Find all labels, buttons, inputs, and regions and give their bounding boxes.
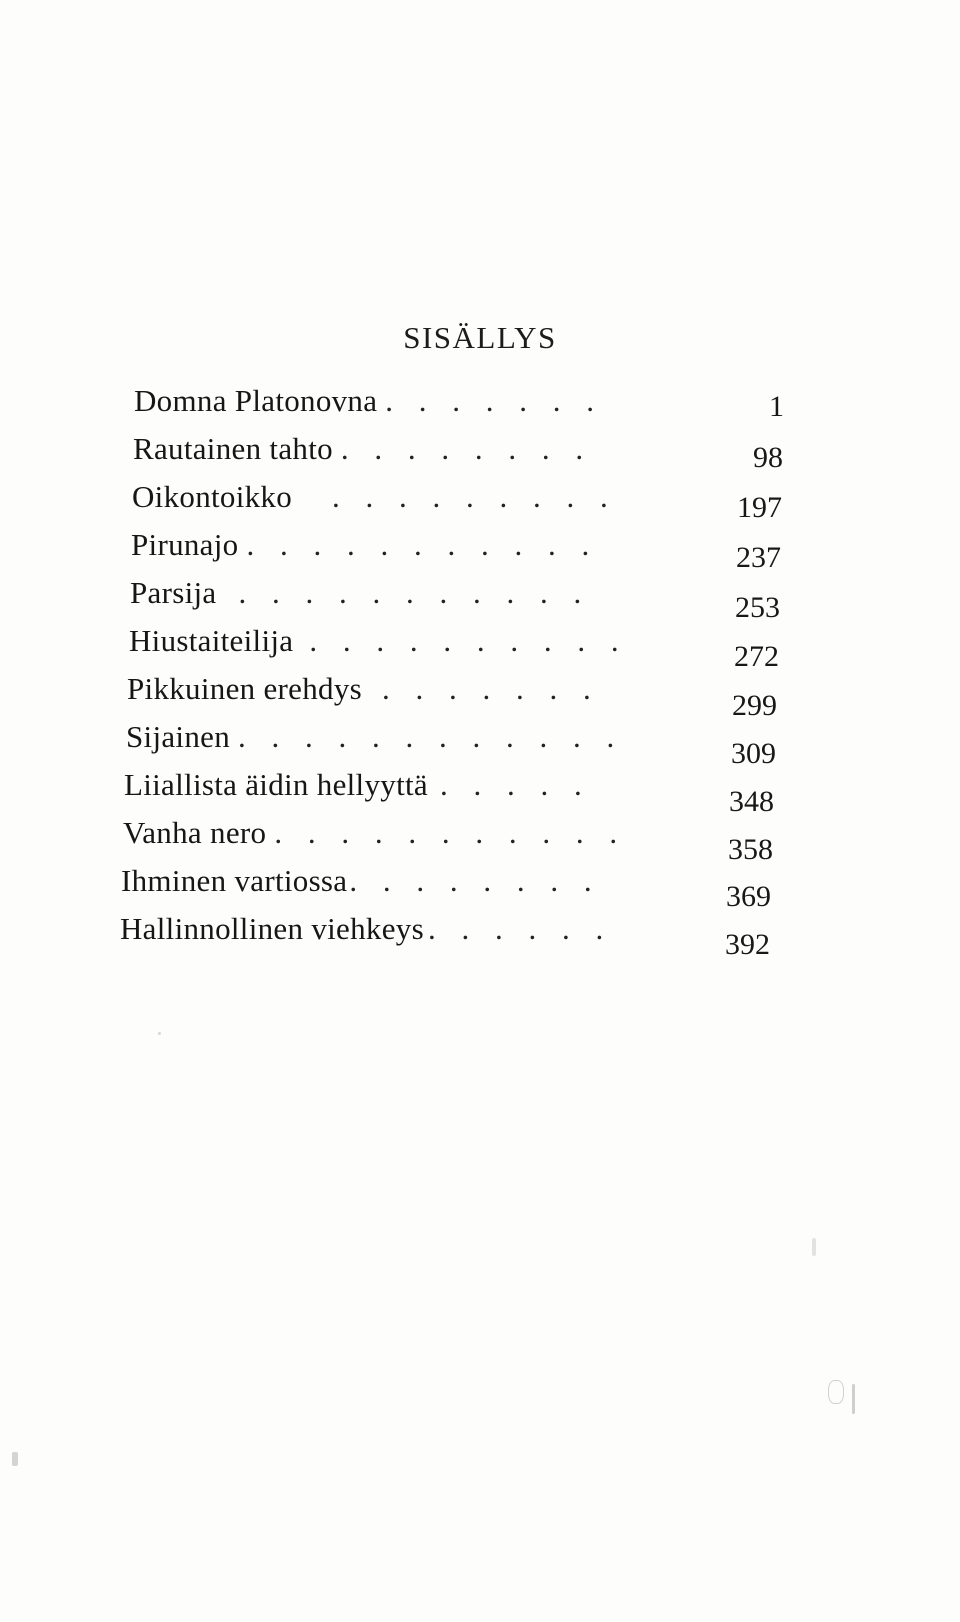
toc-entry [132, 474, 782, 524]
toc-entry-title: Vanha nero [123, 815, 267, 850]
toc-entry-title: Liiallista äidin hellyyttä [124, 767, 428, 802]
toc-entry-title: Hiustaiteilija [129, 623, 294, 658]
paper-speck [12, 1452, 18, 1466]
toc-leader-dots: . . . . . . . . [349, 863, 601, 898]
toc-entry-page: 369 [726, 880, 771, 913]
toc-entry-page: 299 [732, 689, 777, 722]
toc-entry-page: 358 [728, 833, 773, 866]
toc-entry-page: 253 [735, 591, 780, 624]
toc-entry [123, 810, 773, 866]
toc-entry [133, 426, 783, 474]
toc-entry-title: Rautainen tahto [133, 431, 333, 466]
toc-entry [126, 714, 776, 770]
toc-entry [134, 378, 784, 424]
toc-entry-title: Hallinnollinen viehkeys [120, 911, 424, 946]
toc-entry-page: 392 [725, 928, 770, 961]
toc-leader-dots: . . . . . . . . . . . [274, 815, 627, 850]
toc-entry-page: 309 [731, 737, 776, 770]
paper-speck [852, 1384, 855, 1414]
toc-entry-title: Pirunajo [131, 527, 239, 562]
toc-entry [131, 522, 781, 574]
toc-entry [130, 570, 780, 624]
toc-entry-title: Parsija [130, 575, 217, 610]
toc-entry-page: 348 [729, 785, 774, 818]
paper-speck [828, 1380, 844, 1404]
toc-entry [129, 618, 779, 673]
toc-entry [120, 906, 770, 961]
toc-entry-page: 197 [737, 491, 782, 524]
toc-entry-page: 1 [769, 390, 784, 423]
paper-speck [158, 1032, 161, 1035]
toc-entry-page: 98 [753, 441, 783, 474]
toc-leader-dots: . . . . . . . [385, 383, 604, 418]
page-title-text: SISÄLLYS [403, 320, 557, 355]
toc-leader-dots: . . . . . . [427, 911, 613, 946]
toc-leader-dots: . . . . . . . . [340, 431, 593, 466]
paper-speck [812, 1238, 816, 1256]
toc-leader-dots: . . . . . . . . . . . [246, 527, 599, 562]
toc-leader-dots: . . . . . [439, 767, 591, 802]
toc-entry [127, 666, 777, 722]
toc-entry-title: Sijainen [126, 719, 230, 754]
toc-entry [121, 858, 771, 913]
toc-entry [124, 762, 774, 818]
toc-leader-dots: . . . . . . . . . . [309, 623, 628, 658]
toc-entry-title: Domna Platonovna [134, 383, 378, 418]
toc-leader-dots: . . . . . . . . . . . . [238, 719, 624, 754]
toc-entry-page: 272 [734, 640, 779, 673]
toc-entry-page: 237 [736, 541, 781, 574]
toc-leader-dots: . . . . . . . . . [332, 479, 617, 514]
toc-entry-title: Pikkuinen erehdys [127, 671, 362, 706]
toc-entry-title: Oikontoikko [132, 479, 293, 514]
toc-leader-dots: . . . . . . . [381, 671, 600, 706]
toc-entry-title: Ihminen vartiossa [121, 863, 348, 898]
toc-leader-dots: . . . . . . . . . . . [238, 575, 591, 610]
